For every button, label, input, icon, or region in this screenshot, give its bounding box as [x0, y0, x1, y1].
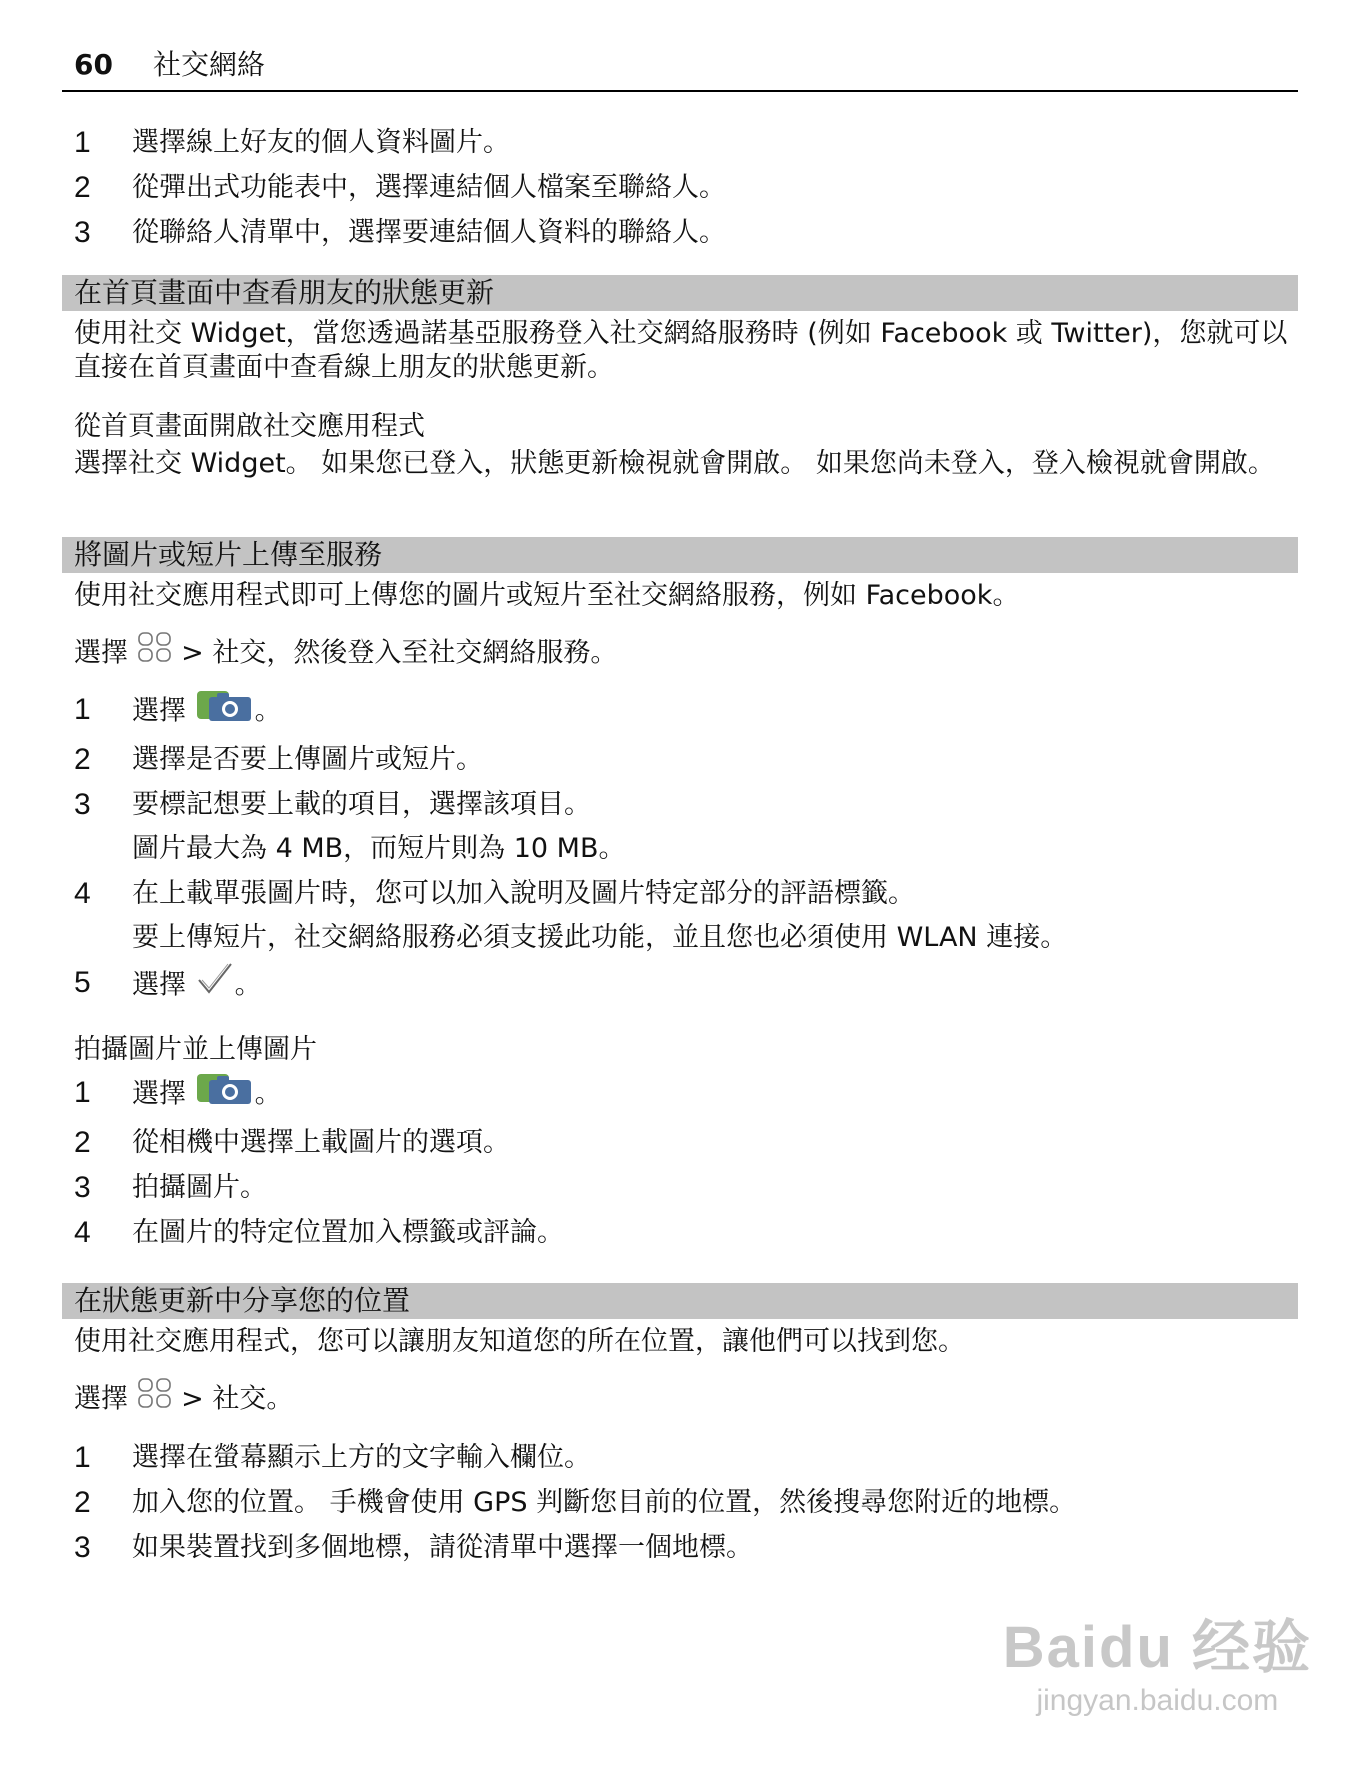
section-paragraph: 使用社交應用程式即可上傳您的圖片或短片至社交網絡服務，例如 Facebook。 — [74, 580, 1020, 611]
list-item: 1 選擇線上好友的個人資料圖片。 — [74, 126, 510, 159]
list-item: 5 選擇 。 — [62, 960, 1298, 1012]
step-note: 圖片最大為 4 MB，而短片則為 10 MB。 — [132, 833, 626, 864]
app-menu-icon — [137, 1377, 173, 1423]
checkmark-icon — [195, 960, 235, 1012]
section-paragraph: 使用社交 Widget，當您透過諾基亞服務登入社交網絡服務時 (例如 Facebook 或 Twitter)，您就可以直接在首頁畫面中查看線上朋友的狀態更新。 — [74, 318, 1288, 383]
app-menu-icon — [137, 631, 173, 677]
watermark-brand: Baidu 经验 — [1002, 1615, 1312, 1680]
watermark-url: jingyan.baidu.com — [1036, 1684, 1279, 1717]
manual-page — [62, 40, 1298, 1570]
page-number: 60 — [74, 48, 113, 81]
list-item: 1 選擇在螢幕顯示上方的文字輸入欄位。 — [74, 1441, 591, 1474]
location-steps — [62, 1435, 1298, 1570]
section-heading: 在狀態更新中分享您的位置 — [62, 1283, 1298, 1319]
intro-steps — [62, 120, 1298, 255]
capture-steps — [62, 1070, 1298, 1255]
section-heading: 將圖片或短片上傳至服務 — [62, 537, 1298, 573]
chapter-title: 社交網絡 — [152, 48, 265, 81]
baidu-watermark — [1003, 1600, 1312, 1718]
social-camera-icon — [195, 1070, 255, 1120]
step-note: 要上傳短片，社交網絡服務必須支援此功能，並且您也必須使用 WLAN 連接。 — [132, 922, 1068, 953]
list-item: 1 選擇 。 — [62, 1070, 1298, 1120]
list-item: 2 從彈出式功能表中，選擇連結個人檔案至聯絡人。 — [74, 171, 726, 204]
menu-path: 選擇 > 社交，然後登入至社交網絡服務。 — [62, 631, 1298, 677]
list-item: 3 如果裝置找到多個地標，請從清單中選擇一個地標。 — [74, 1531, 753, 1564]
list-item: 4 在上載單張圖片時，您可以加入說明及圖片特定部分的評語標籤。 — [74, 877, 915, 910]
subsection-heading: 從首頁畫面開啟社交應用程式 — [74, 411, 425, 442]
list-item: 3 從聯絡人清單中，選擇要連結個人資料的聯絡人。 — [74, 216, 726, 249]
subsection-heading: 拍攝圖片並上傳圖片 — [74, 1034, 317, 1065]
menu-path: 選擇 > 社交。 — [62, 1377, 1298, 1423]
social-camera-icon — [195, 687, 255, 737]
list-item: 3 要標記想要上載的項目，選擇該項目。 — [74, 788, 591, 821]
list-item: 2 從相機中選擇上載圖片的選項。 — [74, 1126, 510, 1159]
page-header — [62, 40, 1298, 92]
section-heading: 在首頁畫面中查看朋友的狀態更新 — [62, 275, 1298, 311]
section-paragraph: 選擇社交 Widget。 如果您已登入，狀態更新檢視就會開啟。 如果您尚未登入，登入檢視就會開啟。 — [74, 448, 1275, 479]
section-paragraph: 使用社交應用程式，您可以讓朋友知道您的所在位置，讓他們可以找到您。 — [74, 1326, 965, 1357]
upload-steps — [62, 687, 1298, 1012]
list-item: 2 加入您的位置。 手機會使用 GPS 判斷您目前的位置，然後搜尋您附近的地標。 — [74, 1486, 1077, 1519]
list-item: 1 選擇 。 — [62, 687, 1298, 737]
list-item: 3 拍攝圖片。 — [74, 1171, 267, 1204]
list-item: 4 在圖片的特定位置加入標籤或評論。 — [74, 1216, 564, 1249]
list-item: 2 選擇是否要上傳圖片或短片。 — [74, 743, 483, 776]
